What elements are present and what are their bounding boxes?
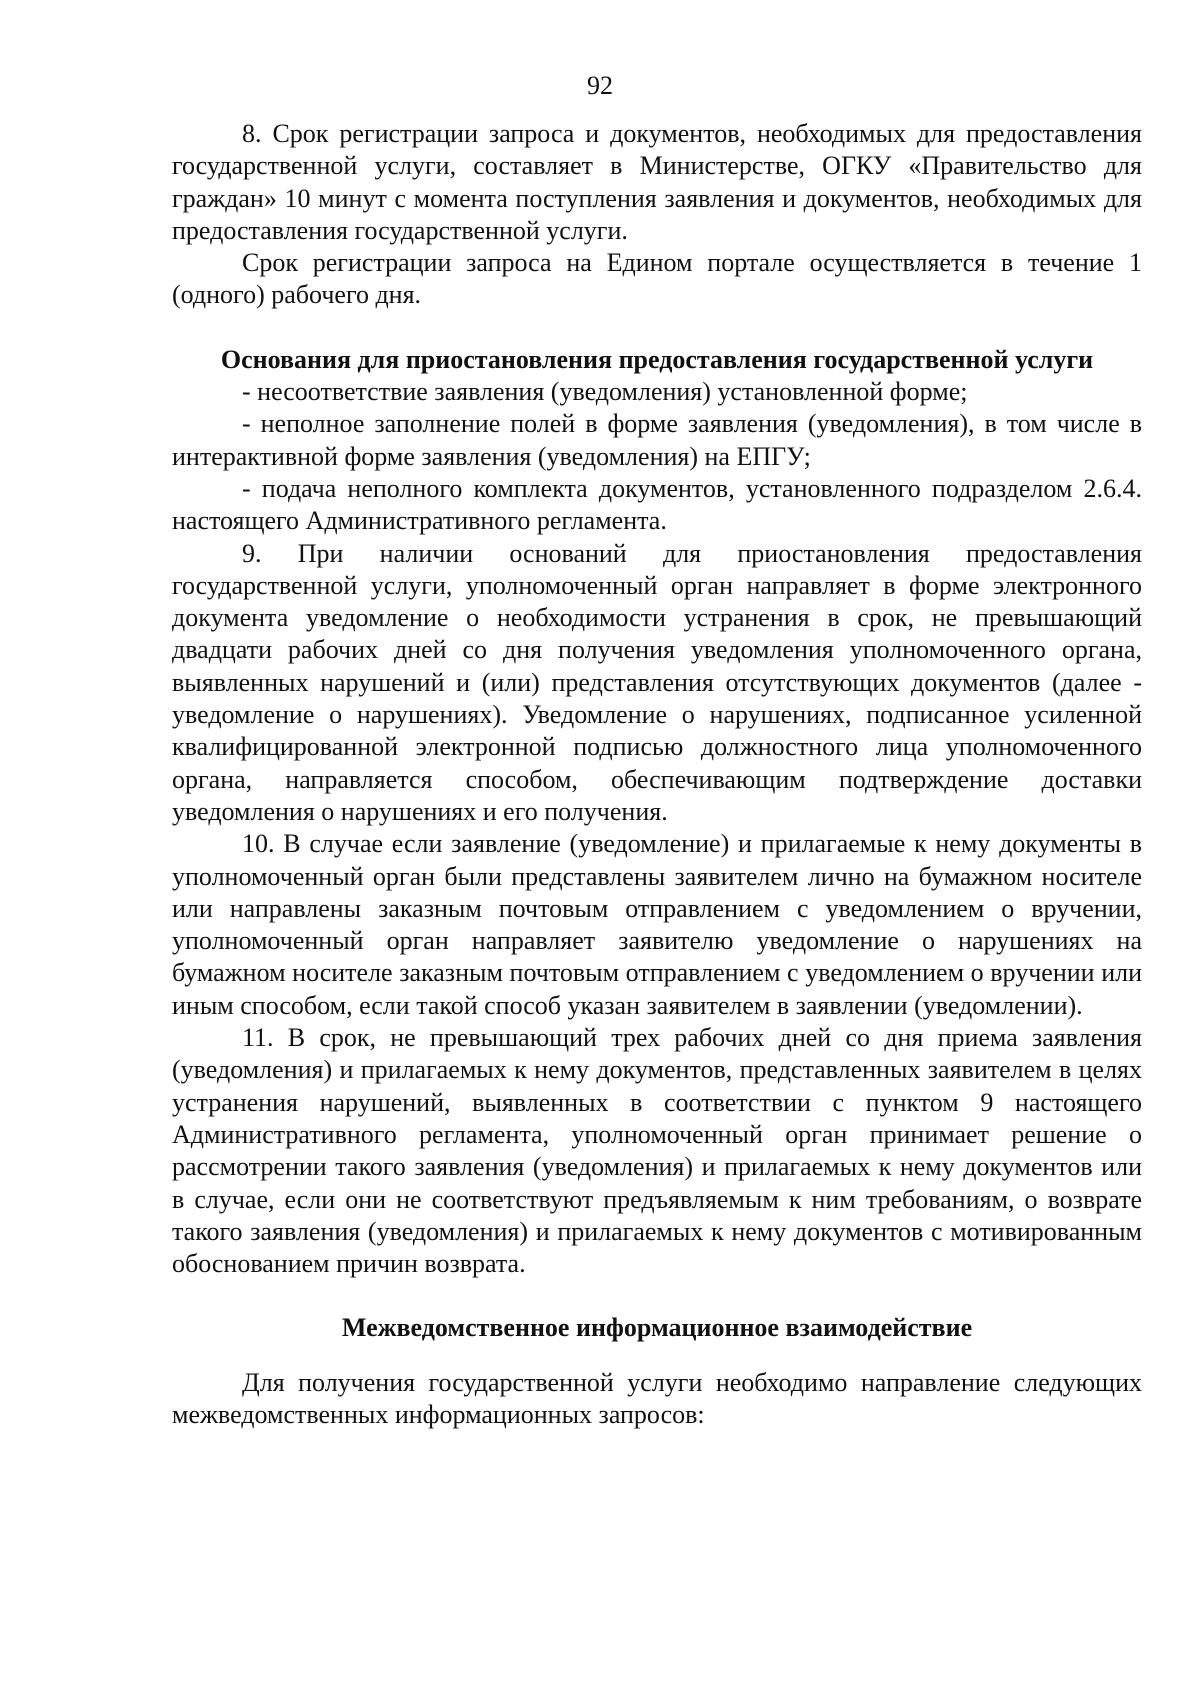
paragraph-item-11: 11. В срок, не превышающий трех рабочих дней со дня приема заявления (уведомления) и прилагаемых к нему документов, представленных заявителем в целях устранения нарушений, выявленных в соответствии с пунктом 9 настоящего Административного регламента, уполномоченный орган принимает решение о рассмотрении такого заявления (уведомления) и прилагаемых к нему документов или в случае, если они не соответствуют предъявляемым к ним требованиям, о возврате такого заявления (уведомления) и прилагаемых к нему документов с мотивированным обоснованием причин возврата.	[172, 1023, 1142, 1279]
paragraph-portal-registration: Срок регистрации запроса на Едином портале осуществляется в течение 1 (одного) рабочего дня.	[172, 248, 1142, 310]
section-heading-suspension: Основания для приостановления предоставления государственной услуги	[220, 344, 1094, 374]
section-heading-interagency: Межведомственное информационное взаимодействие	[341, 1313, 973, 1343]
page-number: 92	[587, 71, 613, 100]
spacer	[172, 312, 1142, 344]
paragraph-item-10: 10. В случае если заявление (уведомление) и прилагаемые к нему документы в уполномоченный орган были представлены заявителем лично на бумажном носителе или направлены заказным почтовым отправлением с уведомлением о вручении, уполномоченный орган направляет заявителю уведомление о нарушениях на бумажном носителе заказным почтовым отправлением с уведомлением о вручении или иным способом, если такой способ указан заявителем в заявлении (уведомлении).	[172, 829, 1142, 1020]
list-item: - подача неполного комплекта документов, установленного подразделом 2.6.4. настоящего Административного регламента.	[172, 473, 1142, 536]
spacer	[172, 1345, 1142, 1367]
list-item: - неполное заполнение полей в форме заявления (уведомления), в том числе в интерактивной форме заявления (уведомления) на ЕПГУ;	[172, 409, 1142, 471]
paragraph-interagency-requests: Для получения государственной услуги необходимо направление следующих межведомственных информационных запросов:	[172, 1367, 1142, 1429]
spacer	[172, 1280, 1142, 1312]
paragraph-item-9: 9. При наличии оснований для приостановления предоставления государственной услуги, уполномоченный орган направляет в форме электронного документа уведомление о необходимости устранения в срок, не превышающий двадцати рабочих дней со дня получения уведомления уполномоченного органа, выявленных нарушений и (или) представления отсутствующих документов (далее - уведомление о нарушениях). Уведомление о нарушениях, подписанное усиленной квалифицированной электронной подписью должностного лица уполномоченного органа, направляется способом, обеспечивающим подтверждение доставки уведомления о нарушениях и его получения.	[172, 538, 1142, 826]
paragraph-registration-term: 8. Срок регистрации запроса и документов, необходимых для предоставления государственной услуги, составляет в Министерстве, ОГКУ «Правительство для граждан» 10 минут с момента поступления заявления и документов, необходимых для предоставления государственной услуги.	[172, 119, 1142, 245]
document-body	[172, 118, 1142, 1431]
list-item: - несоответствие заявления (уведомления) установленной форме;	[242, 377, 968, 407]
